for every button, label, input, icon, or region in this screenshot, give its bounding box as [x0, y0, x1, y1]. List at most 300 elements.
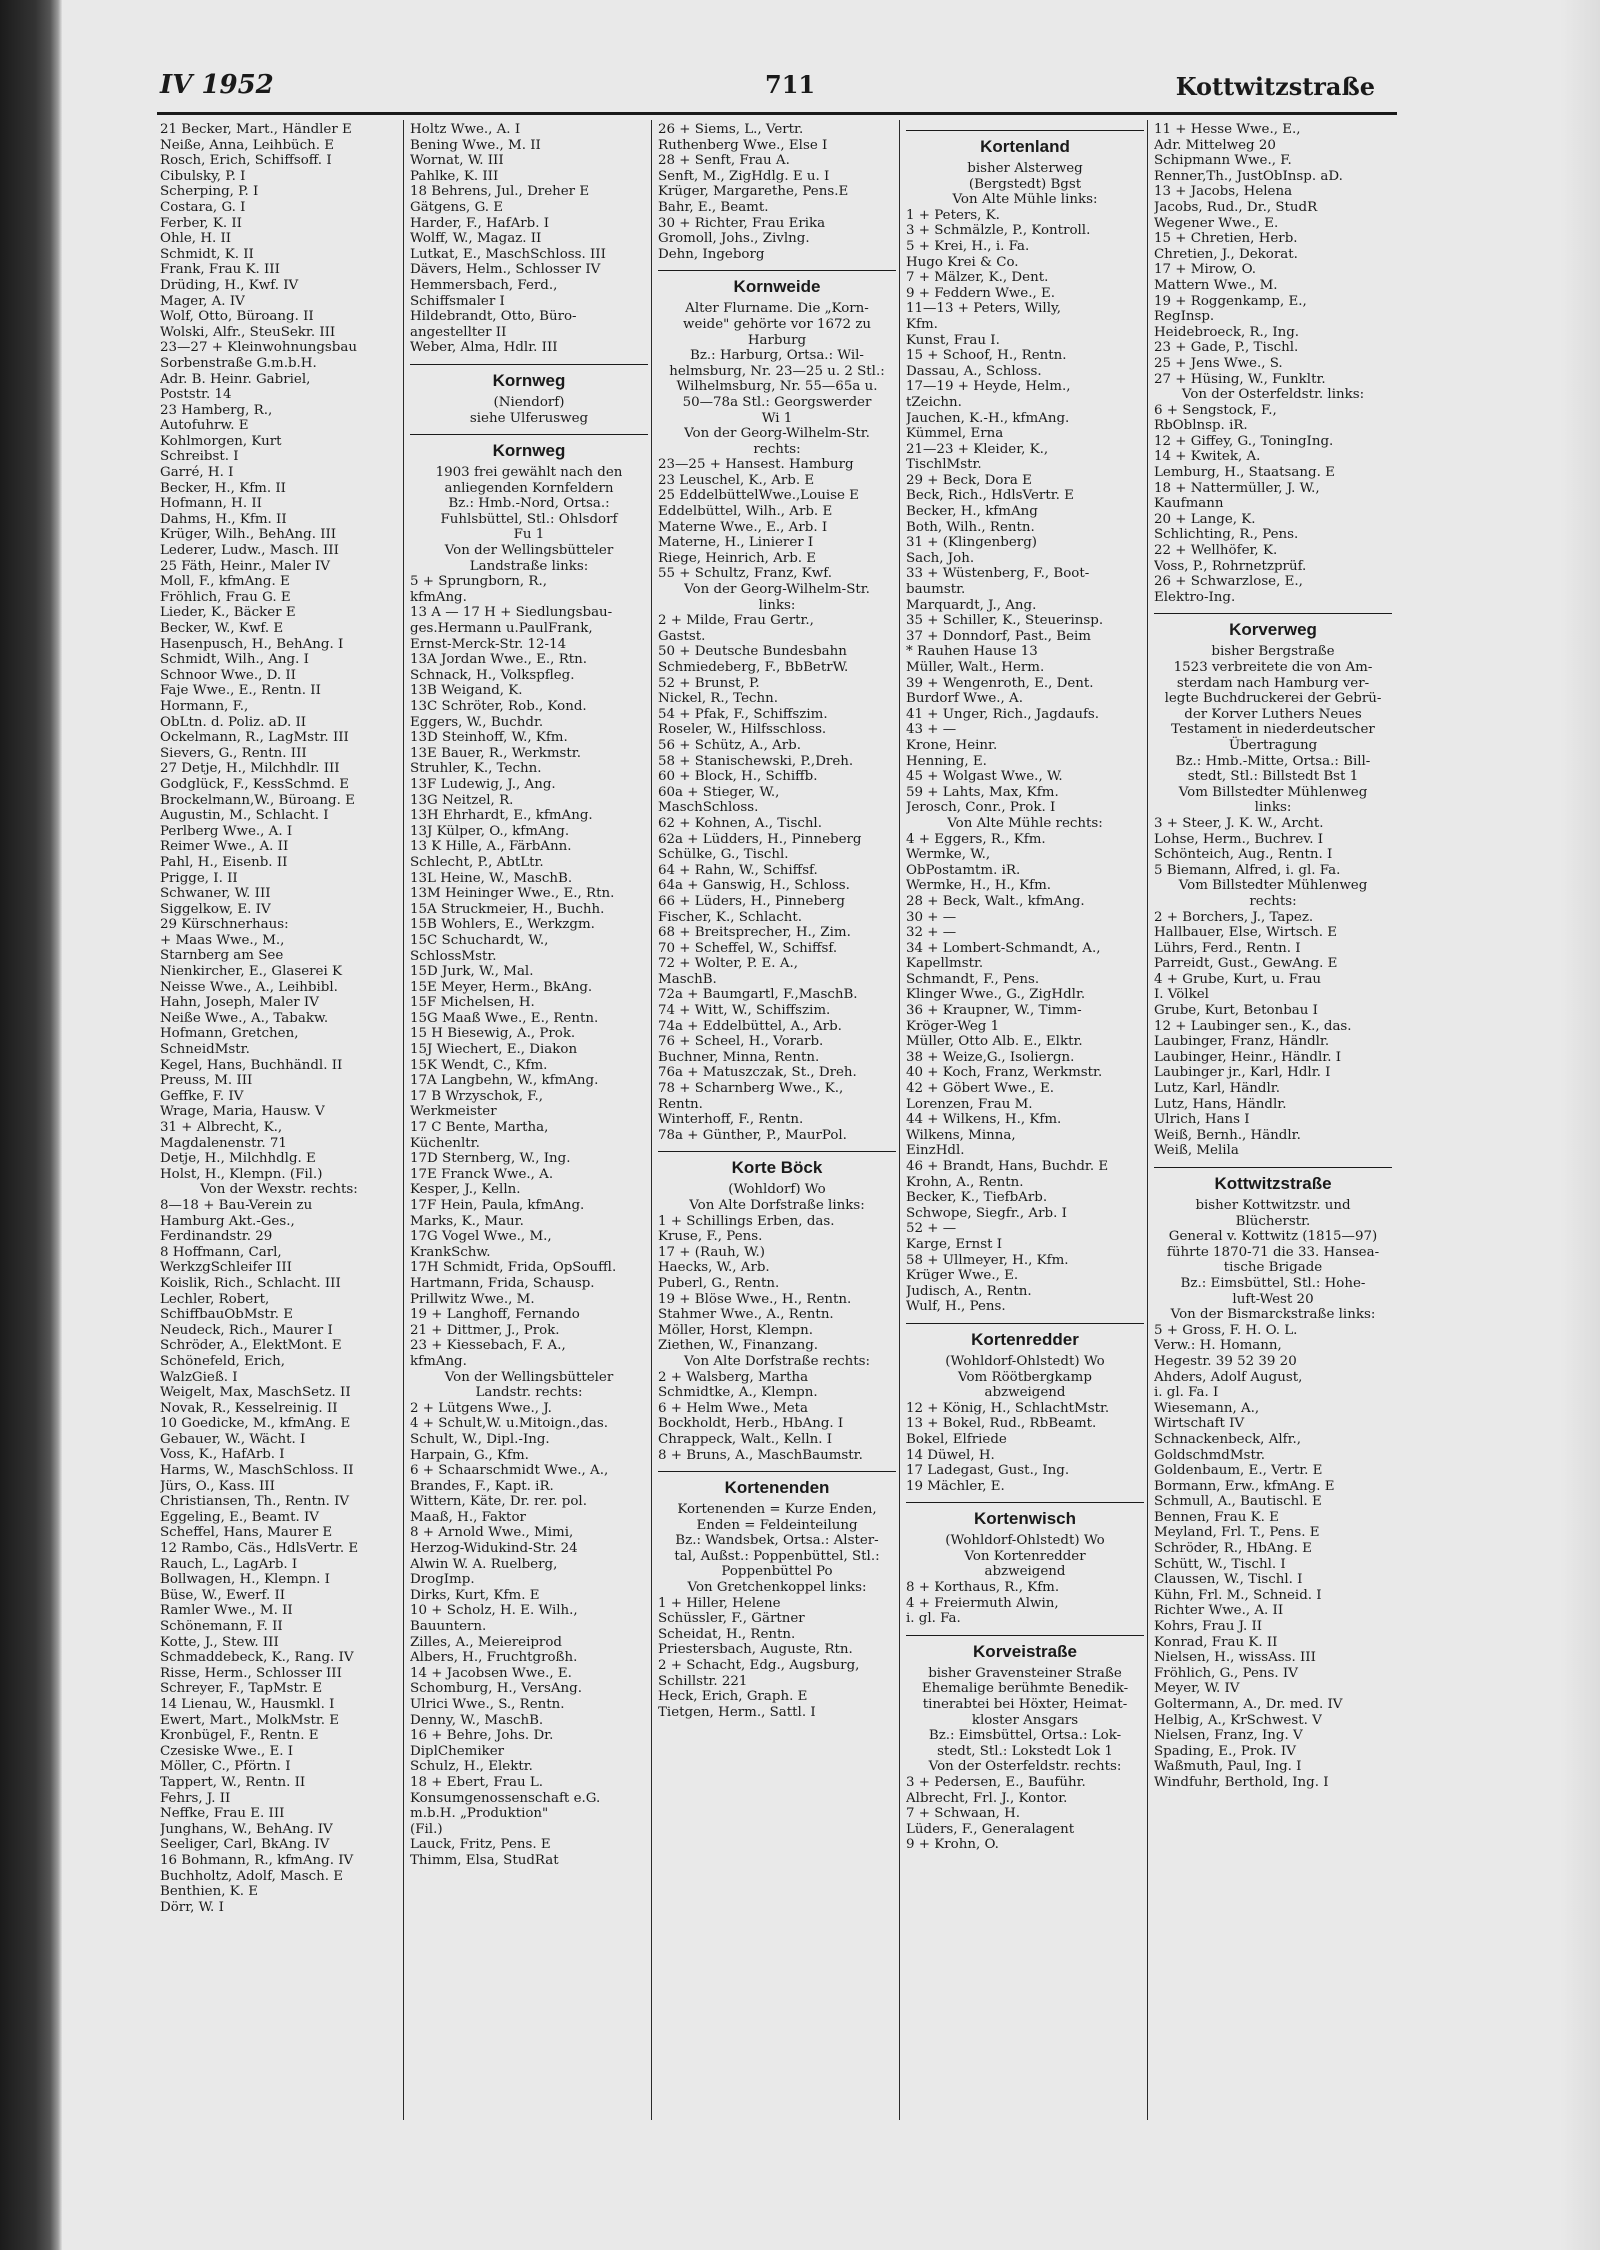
resident-entry: Risse, Herm., Schlosser III	[160, 1665, 342, 1681]
resident-entry: Kapellmstr.	[906, 956, 984, 972]
resident-entry: Konsumgenossenschaft e.G.	[410, 1790, 601, 1806]
resident-entry: Denny, W., MaschB.	[410, 1712, 544, 1728]
resident-entry: Junghans, W., BehAng. IV	[160, 1821, 333, 1837]
resident-entry: Jerosch, Conr., Prok. I	[906, 800, 1056, 816]
resident-entry: 5 + Krei, H., i. Fa.	[906, 238, 1030, 254]
resident-entry: 32 + —	[906, 925, 957, 941]
resident-entry: Becker, H., Kfm. II	[160, 480, 286, 496]
resident-entry: Sievers, G., Rentn. III	[160, 745, 307, 761]
resident-entry: 42 + Göbert Wwe., E.	[906, 1081, 1055, 1097]
section-label: Landstraße links:	[469, 558, 589, 574]
resident-entry: Becker, W., Kwf. E	[160, 621, 284, 636]
street-note: (Wohldorf-Ohlstedt) Wo	[945, 1353, 1105, 1369]
resident-entry: Ewert, Mart., MolkMstr. E	[160, 1712, 340, 1728]
resident-entry: Cibulsky, P. I	[160, 168, 246, 184]
street-note: sterdam nach Hamburg ver-	[1176, 675, 1370, 691]
resident-entry: WalzGieß. I	[160, 1369, 238, 1385]
resident-entry: Poststr. 14	[160, 387, 232, 403]
resident-entry: Seeliger, Carl, BkAng. IV	[160, 1837, 330, 1853]
resident-entry: 56 + Schütz, A., Arb.	[658, 737, 801, 753]
resident-entry: Sach, Joh.	[906, 550, 975, 566]
resident-entry: 4 + Freiermuth Alwin,	[906, 1595, 1059, 1611]
resident-entry: 60 + Block, H., Schiffb.	[658, 769, 818, 785]
resident-entry: 15 + Chretien, Herb.	[1154, 231, 1298, 247]
resident-entry: Autofuhrw. E	[160, 418, 249, 434]
street-note: Testament in niederdeutscher	[1171, 722, 1375, 738]
resident-entry: Novak, R., Kesselreinig. II	[160, 1400, 338, 1416]
resident-entry: Ohle, H. II	[160, 231, 232, 247]
section-label: Von der Bismarckstraße links:	[1170, 1307, 1376, 1323]
resident-entry: 14 Lienau, W., Hausmkl. I	[160, 1696, 335, 1712]
resident-entry: 35 + Schiller, K., Steuerinsp.	[906, 613, 1104, 629]
resident-entry: 2 + Walsberg, Martha	[658, 1369, 809, 1385]
street-heading: Kortenenden	[658, 1471, 896, 1498]
resident-entry: SchneidMstr.	[160, 1042, 250, 1058]
resident-entry: Moll, F., kfmAng. E	[160, 574, 290, 590]
resident-entry: 8 + Korthaus, R., Kfm.	[906, 1580, 1060, 1596]
page-header	[160, 70, 1375, 110]
resident-entry: Burdorf Wwe., A.	[906, 691, 1023, 707]
resident-entry: 78a + Günther, P., MaurPol.	[658, 1127, 847, 1143]
resident-entry: Lorenzen, Frau M.	[906, 1096, 1033, 1112]
resident-entry: 29 + Beck, Dora E	[906, 472, 1032, 488]
resident-entry: Schipmann Wwe., F.	[1154, 153, 1292, 169]
resident-entry: 59 + Lahts, Max, Kfm.	[906, 784, 1059, 800]
resident-entry: Neffke, Frau E. III	[160, 1806, 285, 1822]
resident-entry: Adr. Mittelweg 20	[1154, 137, 1276, 153]
resident-entry: Holtz Wwe., A. I	[410, 122, 521, 137]
resident-entry: Marquardt, J., Ang.	[906, 597, 1037, 613]
resident-entry: Neiße Wwe., A., Tabakw.	[160, 1010, 329, 1026]
resident-entry: 25 Fäth, Heinr., Maler IV	[160, 558, 330, 574]
resident-entry: Haecks, W., Arb.	[658, 1260, 770, 1276]
resident-entry: 1 + Peters, K.	[906, 207, 1000, 223]
resident-entry: 12 + Laubinger sen., K., das.	[1154, 1018, 1352, 1034]
resident-entry: Kohlmorgen, Kurt	[160, 433, 282, 449]
resident-entry: Kühn, Frl. M., Schneid. I	[1154, 1587, 1322, 1603]
resident-entry: 13 K Hille, A., FärbAnn.	[410, 839, 572, 855]
street-note: abzweigend	[984, 1385, 1066, 1401]
section-label: rechts:	[1249, 893, 1297, 909]
resident-entry: Roseler, W., Hilfsschloss.	[658, 722, 827, 738]
resident-entry: Meyland, Frl. T., Pens. E	[1154, 1525, 1320, 1541]
resident-entry: Hofmann, Gretchen,	[160, 1026, 299, 1042]
resident-entry: 13G Neitzel, R.	[410, 792, 514, 808]
resident-entry: EinzHdl.	[906, 1143, 965, 1159]
resident-entry: Schult, W., Dipl.-Ing.	[410, 1431, 550, 1447]
section-label: Von Alte Dorfstraße rechts:	[683, 1353, 871, 1369]
resident-entry: 15K Wendt, C., Kfm.	[410, 1057, 548, 1073]
resident-entry: 12 + Giffey, G., ToningIng.	[1154, 433, 1334, 449]
resident-entry: Bahr, E., Beamt.	[658, 199, 769, 215]
street-heading: Kornweide	[658, 270, 896, 297]
resident-entry: Judisch, A., Rentn.	[906, 1283, 1032, 1299]
resident-entry: Heck, Erich, Graph. E	[658, 1689, 808, 1705]
street-note: (Wohldorf-Ohlstedt) Wo	[945, 1533, 1105, 1549]
resident-entry: Dävers, Helm., Schlosser IV	[410, 262, 601, 278]
street-note: der Korver Luthers Neues	[1184, 706, 1362, 722]
resident-entry: Both, Wilh., Rentn.	[906, 519, 1035, 535]
resident-entry: Lührs, Ferd., Rentn. I	[1154, 940, 1301, 956]
resident-entry: Bormann, Erw., kfmAng. E	[1154, 1478, 1335, 1494]
resident-entry: Bokel, Elfriede	[906, 1431, 1007, 1447]
resident-entry: Meyer, W. IV	[1154, 1681, 1240, 1697]
street-note: (Bergstedt) Bgst	[968, 176, 1082, 192]
resident-entry: Wirtschaft IV	[1154, 1416, 1245, 1432]
resident-entry: 41 + Unger, Rich., Jagdaufs.	[906, 706, 1100, 722]
street-note: Ehemalige berühmte Benedik-	[921, 1681, 1129, 1697]
resident-entry: Jürs, O., Kass. III	[160, 1478, 275, 1494]
resident-entry: + Maas Wwe., M.,	[160, 932, 285, 948]
resident-entry: 52 + Brunst, P.	[658, 675, 760, 691]
resident-entry: Eggers, W., Buchdr.	[410, 714, 544, 730]
resident-entry: Lutz, Karl, Händlr.	[1154, 1081, 1280, 1097]
resident-entry: 66 + Lüders, H., Pinneberg	[658, 893, 845, 909]
resident-entry: 17 C Bente, Martha,	[410, 1120, 549, 1136]
resident-entry: 40 + Koch, Franz, Werkmstr.	[906, 1065, 1103, 1081]
resident-entry: Magdalenenstr. 71	[160, 1135, 287, 1151]
street-note: bisher Bergstraße	[1211, 644, 1335, 660]
resident-entry: Goldenbaum, E., Vertr. E	[1154, 1463, 1323, 1479]
street-note: (Niendorf)	[493, 394, 565, 410]
resident-entry: Reimer Wwe., A. II	[160, 839, 289, 855]
resident-entry: 3 + Pedersen, E., Bauführ.	[906, 1775, 1086, 1790]
resident-entry: Schütt, W., Tischl. I	[1154, 1556, 1286, 1572]
resident-entry: Wolf, Otto, Büroang. II	[160, 309, 314, 325]
running-head-street: Kottwitzstraße	[1175, 72, 1375, 101]
resident-entry: Richter Wwe., A. II	[1154, 1603, 1284, 1619]
street-note: 1903 frei gewählt nach den	[435, 465, 623, 481]
resident-entry: Ernst-Merck-Str. 12-14	[410, 636, 567, 652]
street-heading: Kortenland	[906, 130, 1144, 157]
resident-entry: Materne, H., Linierer I	[658, 535, 814, 551]
street-note: Wilhelmsburg, Nr. 55—65a u.	[676, 379, 878, 395]
resident-entry: Grube, Kurt, Betonbau I	[1154, 1003, 1318, 1019]
resident-entry: Möller, Horst, Klempn.	[658, 1322, 813, 1338]
resident-entry: 15C Schuchardt, W.,	[410, 932, 549, 948]
resident-entry: Lechler, Robert,	[160, 1291, 270, 1307]
resident-entry: Preuss, M. III	[160, 1073, 253, 1089]
street-note: Enden = Feldeinteilung	[696, 1517, 858, 1533]
resident-entry: 23—27 + Kleinwohnungsbau	[160, 340, 357, 356]
directory-column-4	[906, 122, 1144, 1853]
resident-entry: 72 + Wolter, P. E. A.,	[658, 956, 798, 972]
resident-entry: 15B Wohlers, E., Werkzgm.	[410, 917, 595, 933]
resident-entry: Maaß, H., Faktor	[410, 1509, 526, 1525]
resident-entry: Küchenltr.	[410, 1135, 480, 1151]
resident-entry: Kohrs, Frau J. II	[1154, 1619, 1263, 1635]
resident-entry: SchlossMstr.	[410, 948, 497, 964]
resident-entry: kfmAng.	[410, 1353, 467, 1369]
resident-entry: 15F Michelsen, H.	[410, 995, 535, 1011]
resident-entry: Wittern, Käte, Dr. rer. pol.	[410, 1494, 587, 1510]
resident-entry: Gastst.	[658, 628, 706, 644]
resident-entry: Marks, K., Maur.	[410, 1213, 524, 1229]
resident-entry: I. Völkel	[1154, 987, 1209, 1003]
street-note: Bz.: Eimsbüttel, Stl.: Hohe-	[1180, 1275, 1366, 1291]
resident-entry: Hartmann, Frida, Schausp.	[410, 1275, 595, 1291]
street-note: Bz.: Hmb.-Mitte, Ortsa.: Bill-	[1175, 753, 1371, 769]
resident-entry: Müller, Walt., Herm.	[906, 660, 1045, 675]
resident-entry: Neudeck, Rich., Maurer I	[160, 1322, 333, 1338]
directory-column-1	[160, 122, 398, 1915]
street-heading: Korveistraße	[906, 1635, 1144, 1662]
resident-entry: 20 + Lange, K.	[1154, 511, 1256, 527]
resident-entry: Fröhlich, G., Pens. IV	[1154, 1665, 1298, 1681]
resident-entry: 2 + Lütgens Wwe., J.	[410, 1400, 552, 1416]
resident-entry: 44 + Wilkens, H., Kfm.	[906, 1112, 1062, 1128]
section-label: Landstr. rechts:	[475, 1385, 583, 1401]
resident-entry: Schüssler, F., Gärtner	[658, 1611, 805, 1627]
resident-entry: 13E Bauer, R., Werkmstr.	[410, 745, 581, 761]
resident-entry: Heidebroeck, R., Ing.	[1154, 324, 1300, 340]
section-label: Von der Wexstr. rechts:	[200, 1182, 358, 1198]
resident-entry: Henning, E.	[906, 753, 987, 769]
resident-entry: Wornat, W. III	[410, 153, 504, 169]
resident-entry: Schülke, G., Tischl.	[658, 847, 789, 863]
street-note: Alter Flurname. Die „Korn-	[685, 301, 869, 317]
resident-entry: 2 + Milde, Frau Gertr.,	[658, 613, 814, 629]
resident-entry: Albrecht, Frl. J., Kontor.	[906, 1790, 1068, 1806]
resident-entry: Herzog-Widukind-Str. 24	[410, 1541, 578, 1557]
resident-entry: 68 + Breitsprecher, H., Zim.	[658, 925, 851, 941]
resident-entry: 17G Vogel Wwe., M.,	[410, 1229, 552, 1245]
resident-entry: Scherping, P. I	[160, 184, 259, 200]
resident-entry: Holst, H., Klempn. (Fil.)	[160, 1166, 323, 1182]
resident-entry: 60a + Stieger, W.,	[658, 784, 780, 800]
column-divider	[1147, 120, 1148, 2120]
resident-entry: 8 Hoffmann, Carl,	[160, 1244, 282, 1260]
street-note: anliegenden Kornfeldern	[444, 480, 614, 496]
resident-entry: 43 + —	[906, 722, 957, 738]
resident-entry: Prigge, I. II	[160, 870, 238, 886]
resident-entry: Verw.: H. Homann,	[1154, 1338, 1282, 1354]
resident-entry: Beck, Rich., HdlsVertr. E	[906, 488, 1074, 504]
resident-entry: Wolff, W., Magaz. II	[410, 231, 542, 247]
resident-entry: Chrappeck, Walt., Kelln. I	[658, 1431, 833, 1447]
resident-entry: 4 + Eggers, R., Kfm.	[906, 831, 1046, 847]
resident-entry: 1 + Hiller, Helene	[658, 1595, 781, 1611]
street-note: Vom Röötbergkamp	[958, 1369, 1092, 1385]
section-label: Von der Georg-Wilhelm-Str.	[684, 582, 870, 598]
section-label: links:	[758, 597, 796, 613]
resident-entry: 72a + Baumgartl, F.,MaschB.	[658, 987, 858, 1003]
resident-entry: Weiß, Melila	[1154, 1143, 1239, 1159]
resident-entry: Nielsen, Franz, Ing. V	[1154, 1728, 1303, 1744]
resident-entry: Bennen, Frau K. E	[1154, 1509, 1279, 1525]
resident-entry: Riege, Heinrich, Arb. E	[658, 550, 817, 566]
street-note: bisher Alsterweg	[967, 161, 1083, 176]
resident-entry: Lederer, Ludw., Masch. III	[160, 543, 339, 559]
street-note: weide" gehörte vor 1672 zu	[682, 316, 872, 332]
resident-entry: Krüger, Wilh., BehAng. III	[160, 527, 337, 543]
resident-entry: i. gl. Fa.	[906, 1611, 961, 1627]
resident-entry: 17D Sternberg, W., Ing.	[410, 1151, 571, 1167]
resident-entry: 23 + Gade, P., Tischl.	[1154, 340, 1299, 356]
resident-entry: i. gl. Fa. I	[1154, 1385, 1219, 1401]
resident-entry: Spading, E., Prok. IV	[1154, 1743, 1296, 1759]
street-note: führte 1870-71 die 33. Hansea-	[1166, 1244, 1380, 1260]
resident-entry: 15D Jurk, W., Mal.	[410, 964, 534, 980]
resident-entry: Goltermann, A., Dr. med. IV	[1154, 1697, 1343, 1712]
resident-entry: Krüger Wwe., E.	[906, 1268, 1019, 1284]
resident-entry: 28 + Senft, Frau A.	[658, 153, 790, 169]
street-note: Wi 1	[761, 410, 793, 426]
street-note: Bz.: Hmb.-Nord, Ortsa.:	[448, 496, 610, 512]
resident-entry: Neiße, Anna, Leihbüch. E	[160, 137, 335, 153]
street-heading: Kornweg	[410, 364, 648, 391]
resident-entry: 23 Hamberg, R.,	[160, 402, 273, 418]
resident-entry: 2 + Borchers, J., Tapez.	[1154, 909, 1314, 925]
street-heading: Kornweg	[410, 434, 648, 461]
directory-column-5	[1154, 122, 1392, 1791]
resident-entry: Fehrs, J. II	[160, 1790, 231, 1806]
resident-entry: ObLtn. d. Poliz. aD. II	[160, 714, 307, 730]
resident-entry: Schillstr. 221	[658, 1673, 748, 1689]
resident-entry: Bening Wwe., M. II	[410, 137, 541, 153]
resident-entry: Wegener Wwe., E.	[1154, 215, 1279, 231]
resident-entry: 5 + Sprungborn, R.,	[410, 574, 547, 590]
resident-entry: 74a + Eddelbüttel, A., Arb.	[658, 1018, 842, 1034]
resident-entry: 21—23 + Kleider, K.,	[906, 441, 1049, 457]
resident-entry: Scheffel, Hans, Maurer E	[160, 1525, 333, 1541]
resident-entry: Kronbügel, F., Rentn. E	[160, 1728, 319, 1744]
resident-entry: Zilles, A., Meiereiprod	[410, 1634, 562, 1650]
resident-entry: Dassau, A., Schloss.	[906, 363, 1042, 379]
resident-entry: Gebauer, W., Wächt. I	[160, 1431, 306, 1447]
resident-entry: 26 + Siems, L., Vertr.	[658, 122, 804, 137]
resident-entry: Wiesemann, A.,	[1154, 1400, 1260, 1416]
resident-entry: DiplChemiker	[410, 1743, 505, 1759]
resident-entry: ges.Hermann u.PaulFrank,	[410, 621, 593, 637]
resident-entry: Fischer, K., Schlacht.	[658, 909, 803, 925]
resident-entry: ObPostamtm. iR.	[906, 862, 1021, 878]
resident-entry: Weigelt, Max, MaschSetz. II	[160, 1385, 351, 1401]
resident-entry: 14 Düwel, H.	[906, 1447, 995, 1463]
resident-entry: Hegestr. 39 52 39 20	[1154, 1353, 1297, 1369]
resident-entry: Gätgens, G. E	[410, 199, 504, 215]
resident-entry: Brandes, F., Kapt. iR.	[410, 1478, 554, 1494]
header-rule	[157, 112, 1397, 115]
resident-entry: Nickel, R., Techn.	[658, 691, 779, 707]
resident-entry: 18 + Nattermüller, J. W.,	[1154, 480, 1320, 496]
resident-entry: Schmiedeberg, F., BbBetrW.	[658, 660, 849, 675]
street-note: tische Brigade	[1223, 1260, 1323, 1276]
resident-entry: 13B Weigand, K.	[410, 683, 523, 699]
resident-entry: Schulz, H., Elektr.	[410, 1759, 533, 1775]
resident-entry: 78 + Scharnberg Wwe., K.,	[658, 1081, 844, 1097]
street-note: abzweigend	[984, 1564, 1066, 1580]
resident-entry: Thimm, Elsa, StudRat	[410, 1852, 559, 1868]
resident-entry: 6 + Schaarschmidt Wwe., A.,	[410, 1463, 609, 1479]
section-label: Von der Osterfeldstr. rechts:	[928, 1759, 1122, 1775]
resident-entry: 17—19 + Heyde, Helm.,	[906, 379, 1071, 395]
resident-entry: 13J Külper, O., kfmAng.	[410, 823, 570, 839]
resident-entry: Tappert, W., Rentn. II	[160, 1774, 306, 1790]
resident-entry: 74 + Witt, W., Schiffszim.	[658, 1003, 831, 1019]
resident-entry: Schmidt, K. II	[160, 246, 254, 262]
resident-entry: Windfuhr, Berthold, Ing. I	[1154, 1774, 1329, 1790]
section-label: Von Alte Mühle rechts:	[947, 815, 1103, 831]
resident-entry: 25 + Jens Wwe., S.	[1154, 355, 1283, 371]
resident-entry: Lutz, Hans, Händlr.	[1154, 1096, 1287, 1112]
resident-entry: Harpain, G., Kfm.	[410, 1447, 529, 1463]
resident-entry: 13L Heine, W., MaschB.	[410, 870, 573, 886]
street-note: Bz.: Eimsbüttel, Ortsa.: Lok-	[928, 1728, 1122, 1744]
street-note: Harburg	[747, 332, 807, 348]
resident-entry: RegInsp.	[1154, 309, 1215, 325]
resident-entry: Godglück, F., KessSchmd. E	[160, 776, 350, 792]
street-note: tinerabtei bei Höxter, Heimat-	[922, 1697, 1128, 1713]
resident-entry: Voss, K., HafArb. I	[160, 1447, 285, 1463]
resident-entry: 70 + Scheffel, W., Schiffsf.	[658, 940, 838, 956]
resident-entry: Costara, G. I	[160, 199, 246, 215]
street-note: legte Buchdruckerei der Gebrü-	[1164, 691, 1382, 707]
resident-entry: 2 + Schacht, Edg., Augsburg,	[658, 1658, 860, 1674]
resident-entry: Winterhoff, F., Rentn.	[658, 1112, 804, 1128]
resident-entry: 17A Langbehn, W., kfmAng.	[410, 1073, 599, 1089]
resident-entry: Bollwagen, H., Klempn. I	[160, 1572, 330, 1588]
resident-entry: Schönteich, Aug., Rentn. I	[1154, 847, 1333, 863]
resident-entry: 7 + Mälzer, K., Dent.	[906, 270, 1049, 286]
resident-entry: Elektro-Ing.	[1154, 589, 1236, 605]
resident-entry: Eddelbüttel, Wilh., Arb. E	[658, 504, 833, 520]
resident-entry: Bauuntern.	[410, 1619, 487, 1635]
street-heading: Kortenwisch	[906, 1502, 1144, 1529]
resident-entry: tZeichn.	[906, 394, 962, 410]
resident-entry: Krohn, A., Rentn.	[906, 1174, 1024, 1190]
resident-entry: 16 Bohmann, R., kfmAng. IV	[160, 1852, 354, 1868]
street-note: bisher Gravensteiner Straße	[928, 1665, 1122, 1681]
resident-entry: 46 + Brandt, Hans, Buchdr. E	[906, 1159, 1109, 1174]
resident-entry: 33 + Wüstenberg, F., Boot-	[906, 566, 1090, 582]
resident-entry: 19 Mächler, E.	[906, 1478, 1005, 1494]
resident-entry: 10 Goedicke, M., kfmAng. E	[160, 1416, 351, 1432]
section-label: Von der Wellingsbütteler	[444, 543, 614, 559]
resident-entry: 76a + Matuszczak, St., Dreh.	[658, 1065, 857, 1081]
resident-entry: Alwin W. A. Ruelberg,	[410, 1556, 558, 1572]
resident-entry: Lutkat, E., MaschSchloss. III	[410, 246, 606, 262]
resident-entry: Drüding, H., Kwf. IV	[160, 277, 299, 293]
resident-entry: Perlberg Wwe., A. I	[160, 823, 293, 839]
resident-entry: Kümmel, Erna	[906, 426, 1004, 442]
resident-entry: 15E Meyer, Herm., BkAng.	[410, 979, 593, 995]
resident-entry: Puberl, G., Rentn.	[658, 1275, 780, 1291]
resident-entry: 5 + Gross, F. H. O. L.	[1154, 1322, 1298, 1338]
resident-entry: Nielsen, H., wissAss. III	[1154, 1650, 1316, 1666]
resident-entry: 8—18 + Bau-Verein zu	[160, 1197, 313, 1213]
resident-entry: Lohse, Herm., Buchrev. I	[1154, 831, 1324, 847]
resident-entry: Schmidt, Wilh., Ang. I	[160, 652, 309, 668]
resident-entry: Ferber, K. II	[160, 215, 242, 231]
resident-entry: * Rauhen Hause 13	[906, 644, 1038, 660]
resident-entry: 13 A — 17 H + Siedlungsbau-	[410, 605, 613, 621]
resident-entry: Dahms, H., Kfm. II	[160, 511, 287, 527]
resident-entry: 12 + König, H., SchlachtMstr.	[906, 1400, 1110, 1416]
resident-entry: DrogImp.	[410, 1572, 475, 1588]
street-heading: Korverweg	[1154, 613, 1392, 640]
resident-entry: Schmandt, F., Pens.	[906, 971, 1040, 987]
resident-entry: Kröger-Weg 1	[906, 1018, 1000, 1034]
resident-entry: TischlMstr.	[906, 457, 982, 473]
resident-entry: Jauchen, K.-H., kfmAng.	[906, 410, 1070, 426]
resident-entry: Schnack, H., Volkspfleg.	[410, 667, 575, 683]
resident-entry: Lieder, K., Bäcker E	[160, 605, 296, 621]
resident-entry: 13H Ehrhardt, E., kfmAng.	[410, 808, 593, 824]
resident-entry: Schönemann, F. II	[160, 1619, 283, 1634]
resident-entry: Struhler, K., Techn.	[410, 761, 542, 777]
resident-entry: 4 + Schult,W. u.Mitoign.,das.	[410, 1416, 609, 1432]
